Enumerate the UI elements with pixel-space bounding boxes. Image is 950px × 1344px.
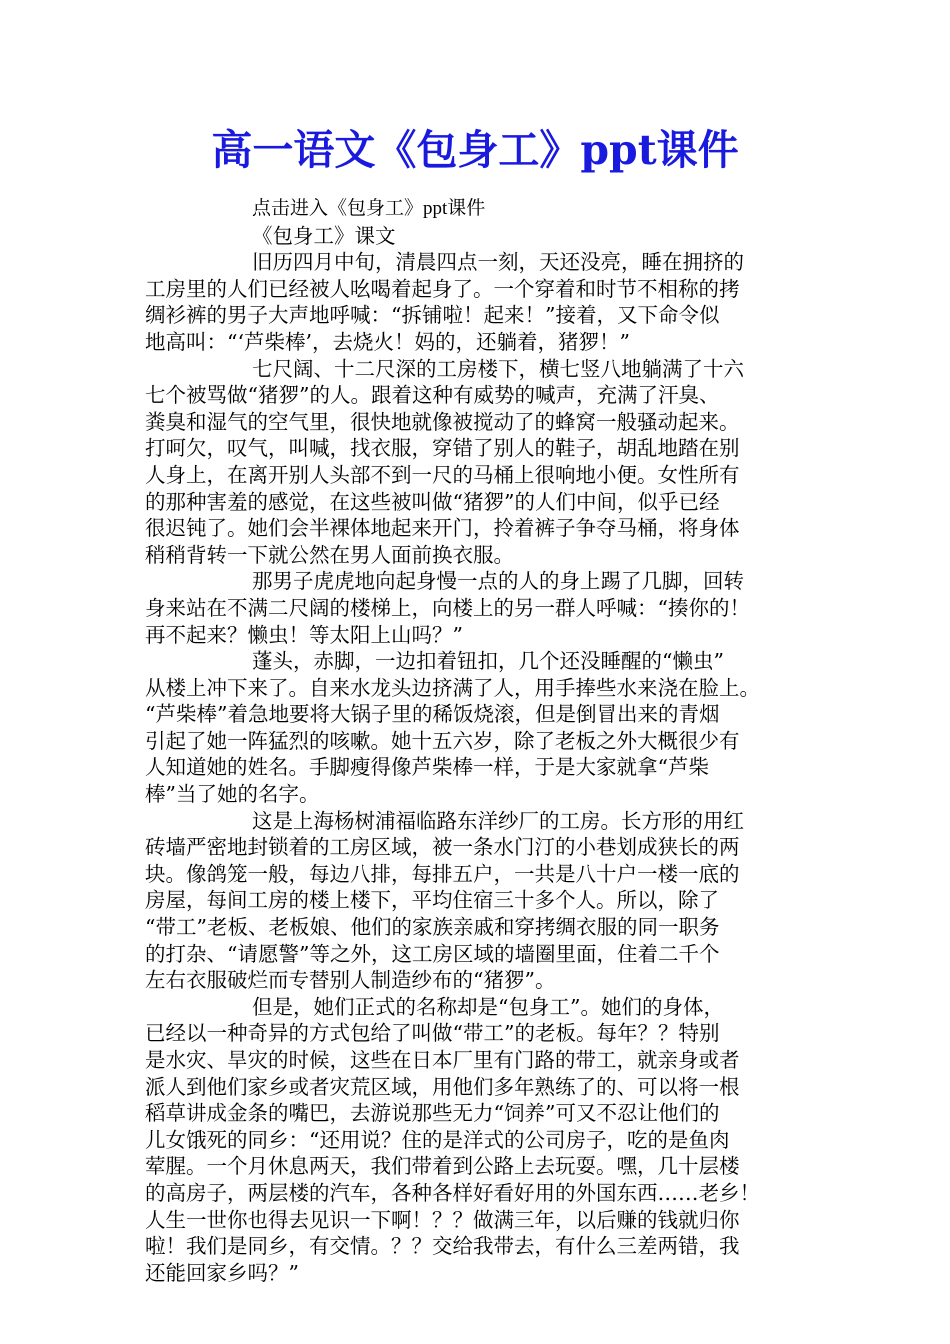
paragraph-line: 七个被骂做“猪猡”的人。跟着这种有威势的喊声，充满了汗臭、 [145,383,720,408]
paragraph-line: 棒”当了她的名字。 [145,782,320,807]
paragraph-line: 从楼上冲下来了。自来水龙头边挤满了人，用手捧些水来浇在脸上。 [145,675,760,700]
paragraph-line: 旧历四月中旬，清晨四点一刻，天还没亮，睡在拥挤的 [252,250,744,275]
paragraph-line: 再不起来？懒虫！等太阳上山吗？” [145,622,463,647]
paragraph-line: 但是，她们正式的名称却是“包身工”。她们的身体， [252,994,724,1019]
paragraph-line: 人生一世你也得去见识一下啊！？？做满三年，以后赚的钱就归你 [145,1207,740,1232]
paragraph-line: 人身上，在离开别人头部不到一尺的马桶上很响地小便。女性所有 [145,462,740,487]
paragraph [145,356,827,569]
paragraph-line: 已经以一种奇异的方式包给了叫做“带工”的老板。每年？？特别 [145,1021,720,1046]
paragraph-line: 蓬头，赤脚，一边扣着钮扣，几个还没睡醒的“懒虫” [252,649,724,674]
paragraph-line: 左右衣服破烂而专替别人制造纱布的“猪猡”。 [145,968,556,993]
paragraph-line: 引起了她一阵猛烈的咳嗽。她十五六岁，除了老板之外大概很少有 [145,728,740,753]
paragraph-line: “芦柴棒”着急地要将大锅子里的稀饭烧滚，但是倒冒出来的青烟 [145,702,720,727]
paragraph-line: 工房里的人们已经被人吆喝着起身了。一个穿着和时节不相称的拷 [145,276,740,301]
paragraph-line: 儿女饿死的同乡：“还用说？住的是洋式的公司房子，吃的是鱼肉 [145,1127,730,1152]
paragraph-line: 的那种害羞的感觉，在这些被叫做“猪猡”的人们中间，似乎已经 [145,489,720,514]
paragraph-line: 砖墙严密地封锁着的工房区域，被一条水门汀的小巷划成狭长的两 [145,835,740,860]
paragraph-line: 的高房子，两层楼的汽车，各种各样好看好用的外国东西……老乡！ [145,1180,760,1205]
paragraph-line: 稍稍背转一下就公然在男人面前换衣服。 [145,542,514,567]
paragraph [145,249,827,355]
paragraph-line: 是水灾、旱灾的时候，这些在日本厂里有门路的带工，就亲身或者 [145,1048,740,1072]
paragraph-line: 粪臭和湿气的空气里，很快地就像被搅动了的蜂窝一般骚动起来。 [145,409,740,434]
paragraph-line: 块。像鸽笼一般，每边八排，每排五户，一共是八十户一楼一底的 [145,861,740,886]
paragraph-line: “带工”老板、老板娘、他们的家族亲戚和穿拷绸衣服的同一职务 [145,915,720,940]
paragraph [145,568,827,648]
paragraph-line: 派人到他们家乡或者灾荒区域，用他们多年熟练了的、可以将一根 [145,1074,740,1099]
document-body [145,196,827,1286]
paragraph-line: 七尺阔、十二尺深的工房楼下，横七竖八地躺满了十六 [252,356,744,381]
paragraph-line: 荤腥。一个月休息两天，我们带着到公路上去玩耍。嘿，几十层楼 [145,1154,740,1179]
paragraph-line: 很迟钝了。她们会半裸体地起来开门，拎着裤子争夺马桶，将身体 [145,516,740,541]
paragraph-line: 那男子虎虎地向起身慢一点的人的身上踢了几脚，回转 [252,569,744,594]
paragraph-line: 这是上海杨树浦福临路东洋纱厂的工房。长方形的用红 [252,808,744,833]
paragraph [145,994,827,1287]
paragraph-line: 人知道她的姓名。手脚瘦得像芦柴棒一样，于是大家就拿“芦柴 [145,755,709,780]
paragraph-line: 啦！我们是同乡，有交情。？？交给我带去，有什么三差两错，我 [145,1234,740,1259]
paragraph-line: 稻草讲成金条的嘴巴，去游说那些无力“饲养”可又不忍让他们的 [145,1101,720,1126]
paragraph-line: 的打杂、“请愿警”等之外，这工房区域的墙圈里面，住着二千个 [145,941,720,966]
ppt-link-line: 点击进入《包身工》ppt课件 [252,198,486,219]
paragraph-line: 身来站在不满二尺阔的楼梯上，向楼上的另一群人呼喊：“揍你的！ [145,595,750,620]
paragraph-list [145,249,827,1286]
paragraph-line: 打呵欠，叹气，叫喊，找衣服，穿错了别人的鞋子，胡乱地踏在别 [145,436,740,461]
paragraph-line: 绸衫裤的男子大声地呼喊：“拆铺啦！起来！”接着，又下命令似 [145,303,720,328]
text-subtitle: 《包身工》课文 [252,223,396,248]
paragraph-line: 还能回家乡吗？” [145,1260,299,1285]
paragraph-line: 地高叫：“‘芦柴棒’，去烧火！妈的，还躺着，猪猡！” [145,329,630,354]
paragraph [145,808,827,994]
paragraph-line: 房屋，每间工房的楼上楼下，平均住宿三十多个人。所以，除了 [145,888,719,913]
paragraph [145,648,827,808]
document-title: 高一语文《包身工》ppt课件 [211,126,739,174]
